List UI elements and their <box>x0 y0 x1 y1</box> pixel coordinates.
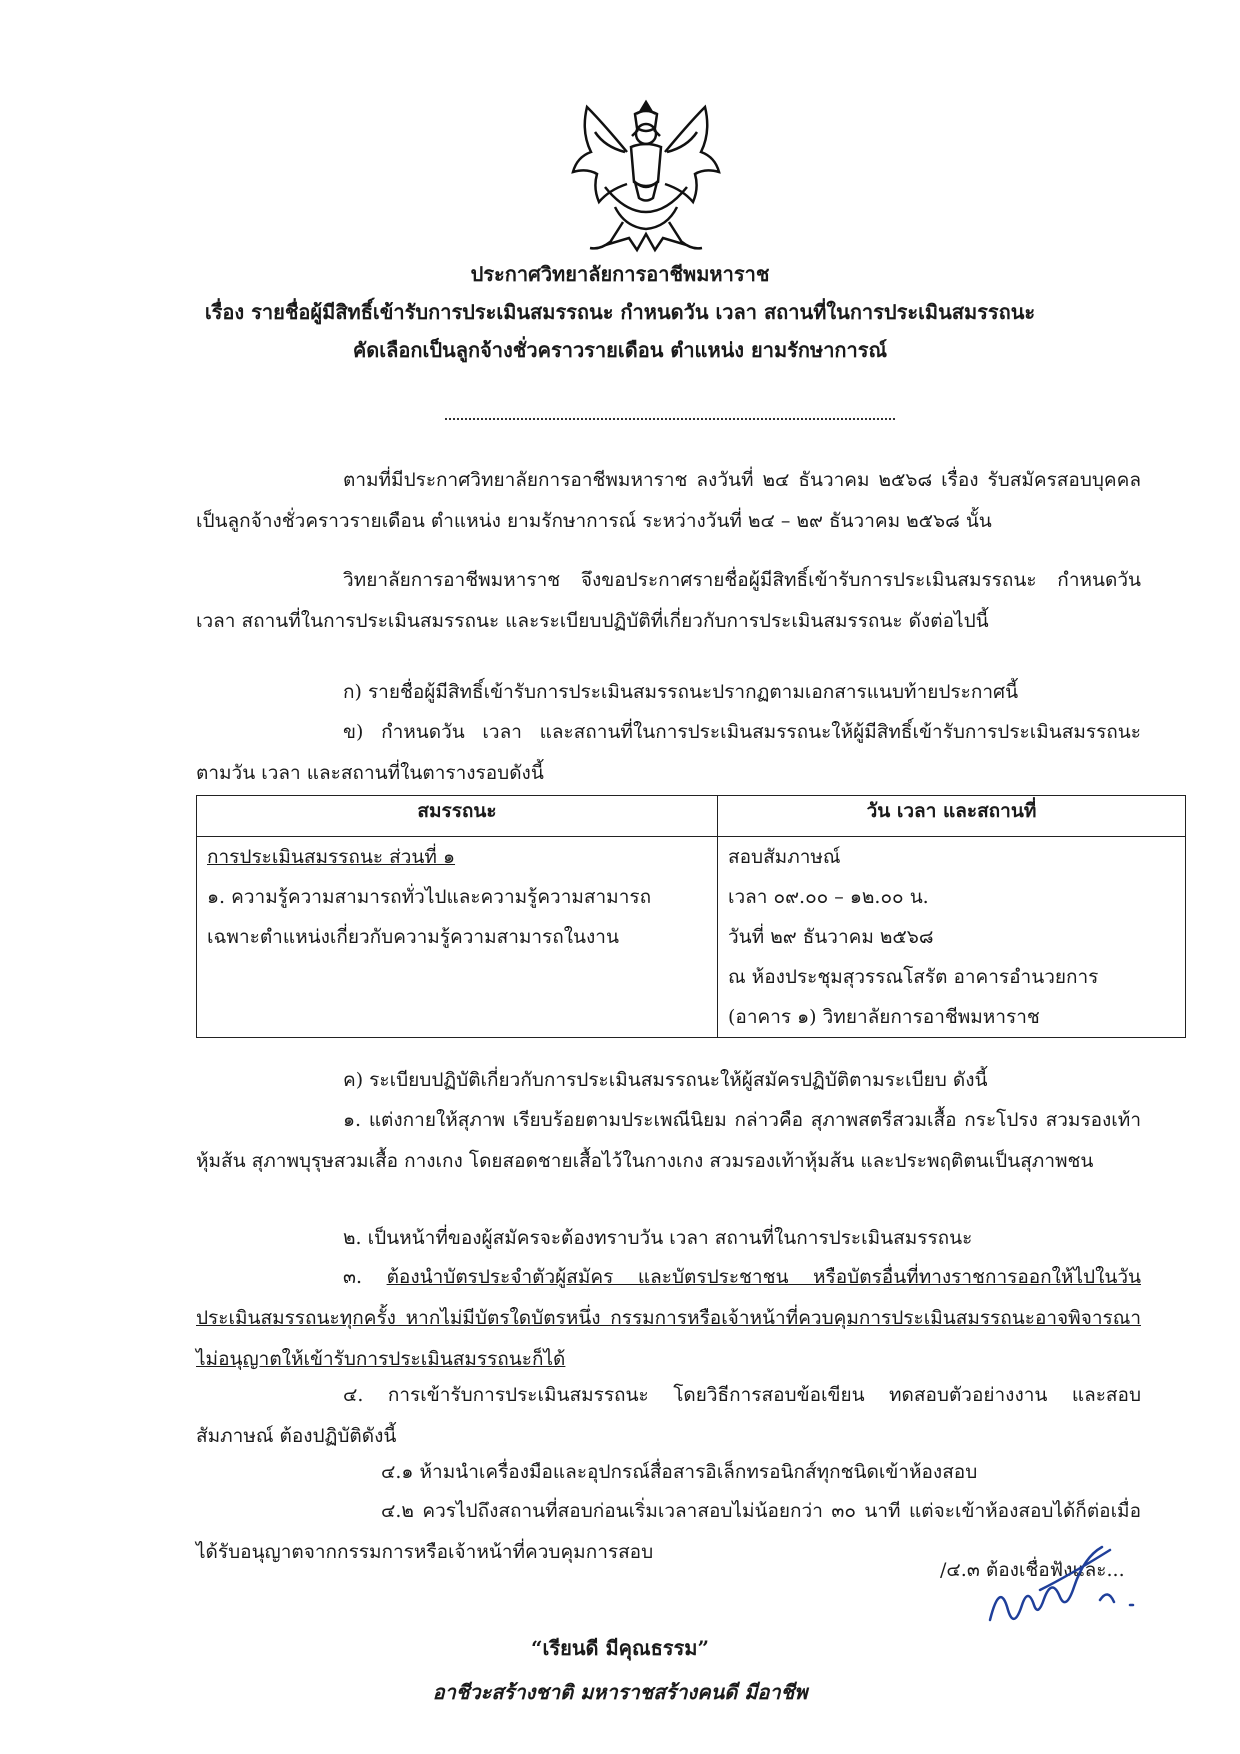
table-row <box>197 837 1186 1038</box>
exam-room: ณ ห้องประชุมสุวรรณโสรัต อาคารอำนวยการ <box>728 966 1099 988</box>
signature <box>980 1545 1160 1635</box>
garuda-emblem <box>565 92 727 262</box>
competency-cell <box>197 837 718 1038</box>
table-header-row <box>197 796 1186 837</box>
rule-3-text: ต้องนำบัตรประจำตัวผู้สมัคร และบัตรประชาชน หรือบัตรอื่นที่ทางราชการออกให้ไปในวันประเมินสมรรถนะทุกครั้ง หากไม่มีบัตรใดบัตรหนึ่ง กรรมการหรือเจ้าหน้าที่ควบคุมการประเมินสมรรถนะอาจพิจารณาไม่อนุญาตให้เข้ารับการประเมินสมรรถนะก็ได้ <box>196 1266 1141 1370</box>
rule-3-number: ๓. <box>343 1266 387 1288</box>
exam-time: เวลา ๐๙.๐๐ – ๑๒.๐๐ น. <box>728 886 929 908</box>
announcement-subject: เรื่อง รายชื่อผู้มีสิทธิ์เข้ารับการประเมินสมรรถนะ กำหนดวัน เวลา สถานที่ในการประเมินสมรรถนะ <box>204 300 1036 324</box>
column-header-competency: สมรรถนะ <box>197 796 718 837</box>
item-a: ก) รายชื่อผู้มีสิทธิ์เข้ารับการประเมินสมรรถนะปรากฏตามเอกสารแนบท้ายประกาศนี้ <box>343 681 1019 703</box>
rule-1-dress-code: ๑. แต่งกายให้สุภาพ เรียบร้อยตามประเพณีนิยม กล่าวคือ สุภาพสตรีสวมเสื้อ กระโปรง สวมรองเท้าหุ้มส้น สุภาพบุรุษสวมเสื้อ กางเกง โดยสอดชายเสื้อไว้ในกางเกง สวมรองเท้าหุ้มส้น และประพฤติตนเป็นสุภาพชน <box>196 1109 1141 1172</box>
rule-4-2: ๔.๒ ควรไปถึงสถานที่สอบก่อนเริ่มเวลาสอบไม่น้อยกว่า ๓๐ นาที แต่จะเข้าห้องสอบได้ก็ต่อเมื่อได้รับอนุญาตจากกรรมการหรือเจ้าหน้าที่ควบคุมการสอบ <box>196 1500 1141 1563</box>
competency-item-line2: เฉพาะตำแหน่งเกี่ยวกับความรู้ความสามารถในงาน <box>207 926 619 948</box>
dotted-divider <box>445 418 895 420</box>
item-b: ข) กำหนดวัน เวลา และสถานที่ในการประเมินสมรรถนะให้ผู้มีสิทธิ์เข้ารับการประเมินสมรรถนะ ตามวัน เวลา และสถานที่ในตารางรอบดังนี้ <box>196 721 1141 784</box>
rule-4: ๔. การเข้ารับการประเมินสมรรถนะ โดยวิธีการสอบข้อเขียน ทดสอบตัวอย่างงาน และสอบสัมภาษณ์ ต้องปฏิบัติดังนี้ <box>196 1384 1141 1447</box>
rule-4-1: ๔.๑ ห้ามนำเครื่องมือและอุปกรณ์สื่อสารอิเล็กทรอนิกส์ทุกชนิดเข้าห้องสอบ <box>381 1461 978 1483</box>
slogan: อาชีวะสร้างชาติ มหาราชสร้างคนดี มีอาชีพ <box>432 1680 808 1704</box>
rule-3 <box>196 1257 1141 1380</box>
paragraph-announcement: วิทยาลัยการอาชีพมหาราช จึงขอประกาศรายชื่อผู้มีสิทธิ์เข้ารับการประเมินสมรรถนะ กำหนดวัน เวลา สถานที่ในการประเมินสมรรถนะ และระเบียบปฏิบัติที่เกี่ยวกับการประเมินสมรรถนะ ดังต่อไปนี้ <box>196 569 1141 632</box>
datetime-place-cell <box>718 837 1186 1038</box>
item-c: ค) ระเบียบปฏิบัติเกี่ยวกับการประเมินสมรรถนะให้ผู้สมัครปฏิบัติตามระเบียบ ดังนี้ <box>343 1069 988 1091</box>
exam-building: (อาคาร ๑) วิทยาลัยการอาชีพมหาราช <box>728 1006 1040 1028</box>
exam-date: วันที่ ๒๙ ธันวาคม ๒๕๖๘ <box>728 926 934 948</box>
schedule-table <box>196 795 1186 1038</box>
exam-type: สอบสัมภาษณ์ <box>728 846 841 868</box>
continuation-note: /๔.๓ ต้องเชื่อฟังและ... <box>940 1559 1125 1581</box>
rule-2: ๒. เป็นหน้าที่ของผู้สมัครจะต้องทราบวัน เวลา สถานที่ในการประเมินสมรรถนะ <box>343 1227 973 1249</box>
competency-part-title: การประเมินสมรรถนะ ส่วนที่ ๑ <box>207 846 456 868</box>
column-header-datetime-place: วัน เวลา และสถานที่ <box>718 796 1186 837</box>
competency-item-line1: ๑. ความรู้ความสามารถทั่วไปและความรู้ความสามารถ <box>207 886 652 908</box>
paragraph-intro: ตามที่มีประกาศวิทยาลัยการอาชีพมหาราช ลงวันที่ ๒๔ ธันวาคม ๒๕๖๘ เรื่อง รับสมัครสอบบุคคลเป็นลูกจ้างชั่วคราวรายเดือน ตำแหน่ง ยามรักษาการณ์ ระหว่างวันที่ ๒๔ – ๒๙ ธันวาคม ๒๕๖๘ นั้น <box>196 469 1141 532</box>
announcement-subject-line2: คัดเลือกเป็นลูกจ้างชั่วคราวรายเดือน ตำแหน่ง ยามรักษาการณ์ <box>352 338 888 362</box>
announcement-title: ประกาศวิทยาลัยการอาชีพมหาราช <box>470 262 770 286</box>
motto: “เรียนดี มีคุณธรรม” <box>531 1636 709 1660</box>
